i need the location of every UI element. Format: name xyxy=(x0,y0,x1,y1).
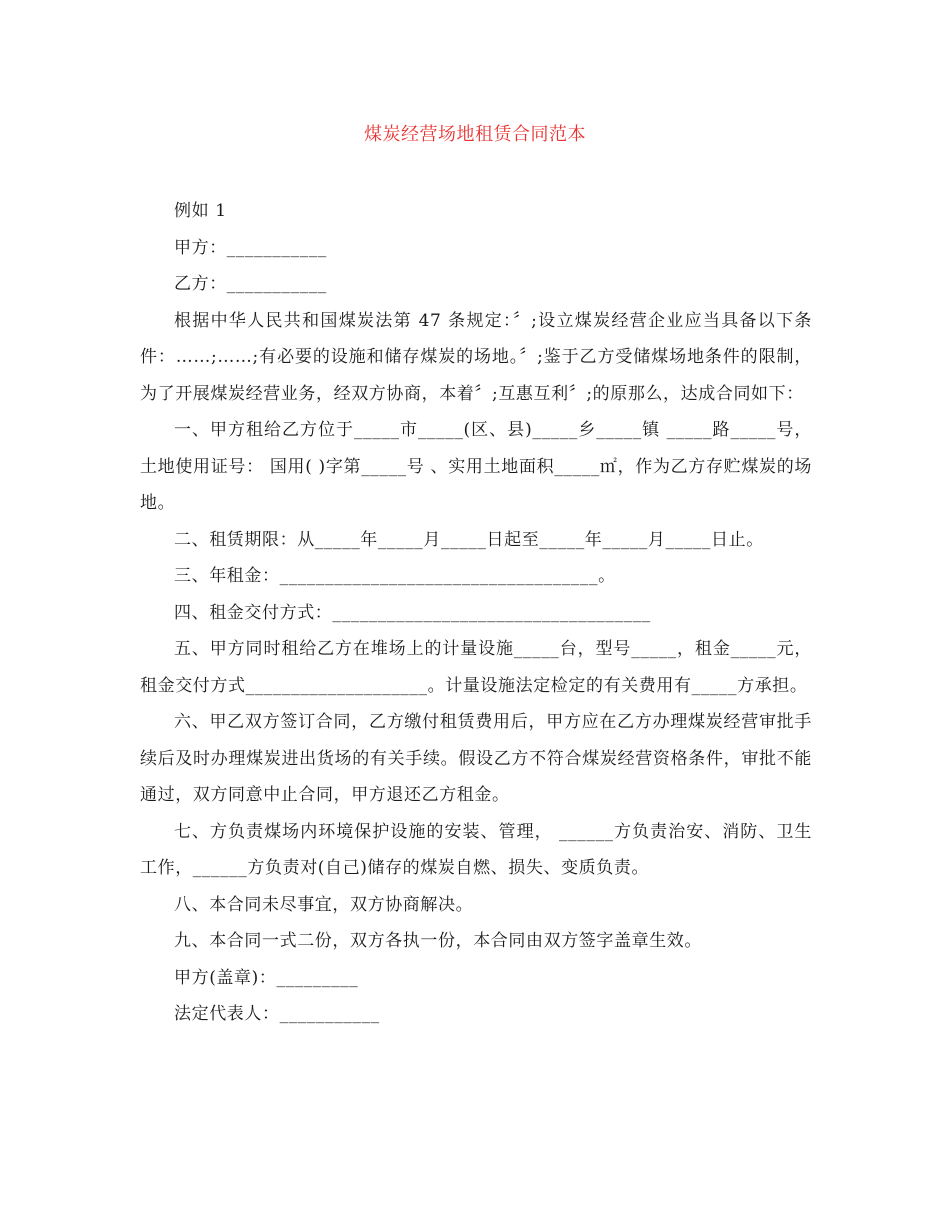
clause-3: 三、年租金：___________________________________。 xyxy=(174,566,616,586)
party-a-line: 甲方：___________ xyxy=(174,237,327,258)
clause-2: 二、租赁期限：从_____年_____月_____日起至_____年_____月_____日止。 xyxy=(174,529,764,550)
clause-6: 六、甲乙双方签订合同，乙方缴付租赁费用后，甲方应在乙方办理煤炭经营审批手续后及时办理煤炭进出货场的有关手续。假设乙方不符合煤炭经营资格条件，审批不能通过，双方同意中止合同，甲方退还乙方租金。 xyxy=(140,712,812,805)
document-title: 煤炭经营场地租赁合同范本 xyxy=(364,124,586,145)
clause-8: 八、本合同未尽事宜，双方协商解决。 xyxy=(174,894,474,915)
clause-9: 九、本合同一式二份，双方各执一份，本合同由双方签字盖章生效。 xyxy=(174,931,702,951)
clause-7: 七、方负责煤场内环境保护设施的安装、管理， ______方负责治安、消防、卫生工作，______方负责对(自己)储存的煤炭自燃、损失、变质负责。 xyxy=(140,821,812,878)
party-b-line: 乙方：___________ xyxy=(174,274,327,294)
clause-5: 五、甲方同时租给乙方在堆场上的计量设施_____台，型号_____，租金_____元，租金交付方式____________________。计量设施法定检定的有关费用有_____方承担。 xyxy=(140,639,812,696)
legal-representative-line: 法定代表人：___________ xyxy=(174,1004,380,1024)
example-label: 例如 1 xyxy=(174,201,227,221)
document-body xyxy=(140,193,812,1033)
party-a-seal-line: 甲方(盖章)：_________ xyxy=(174,967,359,988)
clause-4: 四、租金交付方式：___________________________________ xyxy=(174,602,651,623)
preamble-paragraph: 根据中华人民共和国煤炭法第 47 条规定：〞;设立煤炭经营企业应当具备以下条件：……;……;有必要的设施和储存煤炭的场地。〞;鉴于乙方受储煤场地条件的限制，为了开展煤炭经营业务，经双方协商，本着〞;互惠互利〞;的原那么，达成合同如下： xyxy=(140,310,812,404)
clause-1: 一、甲方租给乙方位于_____市_____(区、县)_____乡_____镇 _____路_____号，土地使用证号： 国用( )字第_____号 、实用土地面积_____㎡，作为乙方存贮煤炭的场地。 xyxy=(140,420,812,513)
